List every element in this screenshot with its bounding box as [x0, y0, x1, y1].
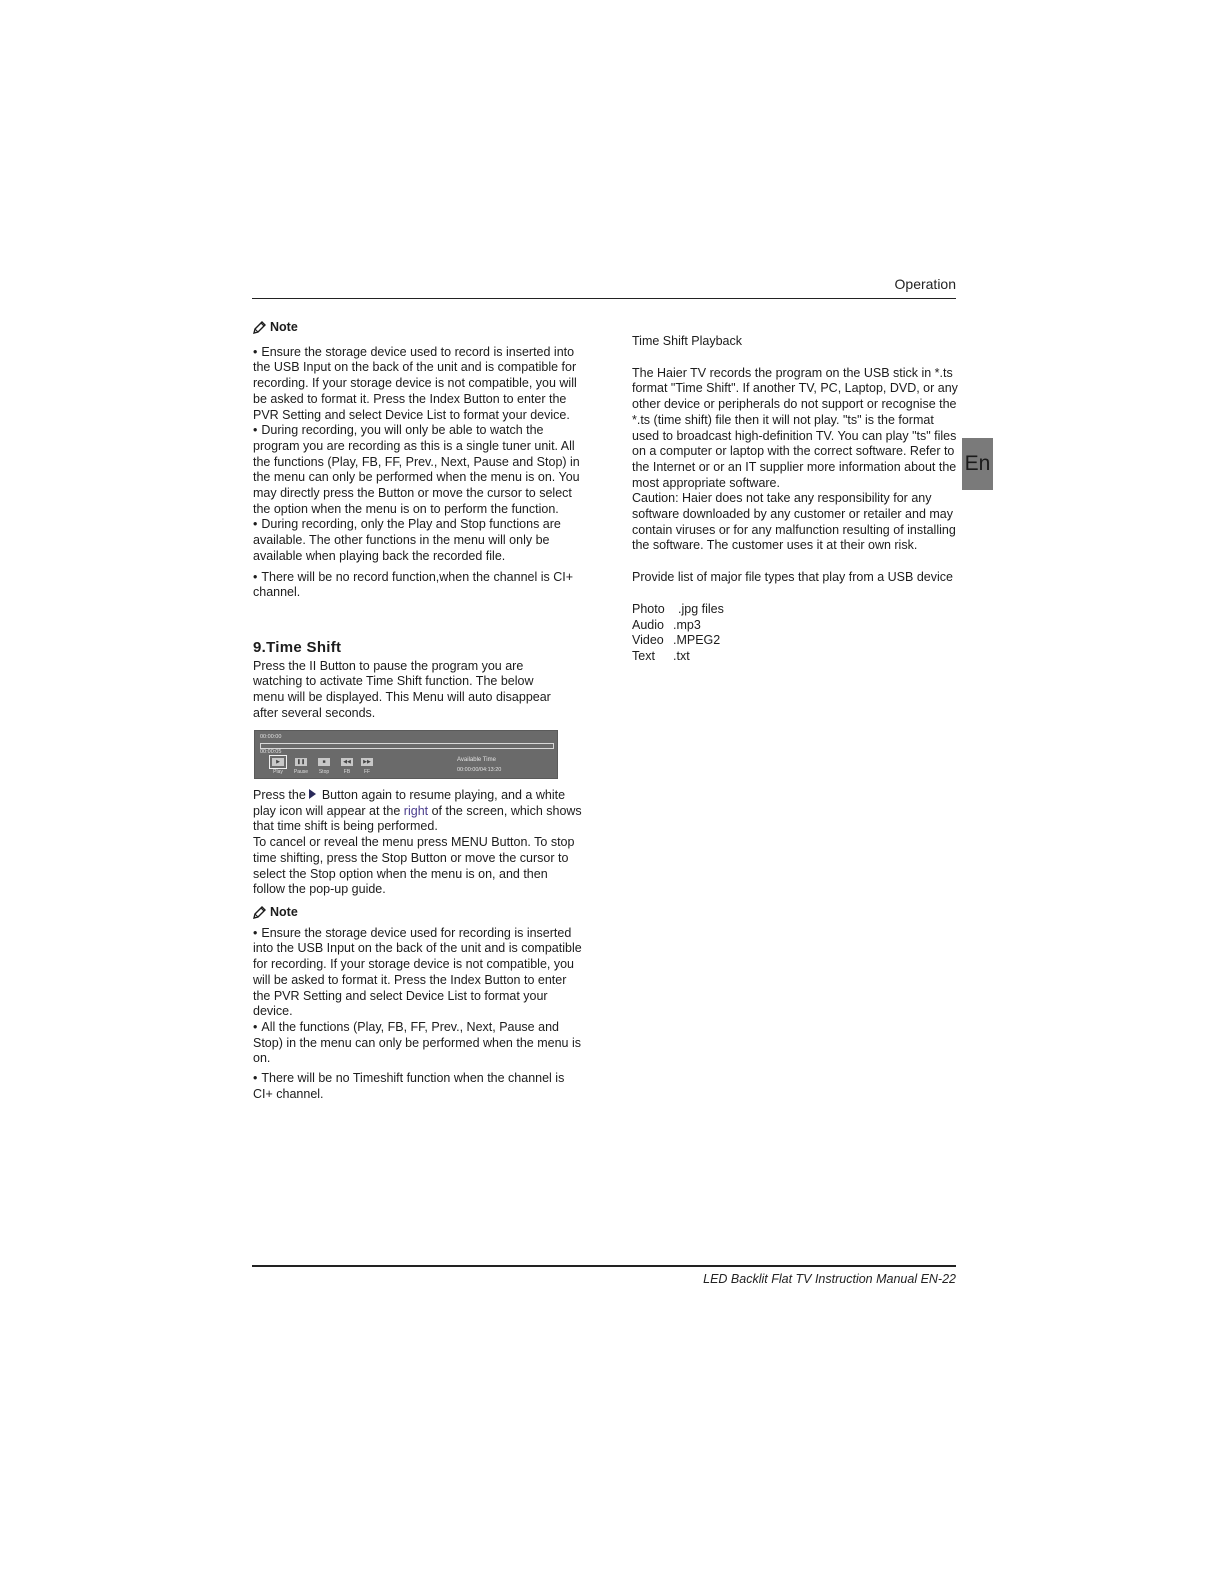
file-type-list [632, 602, 967, 665]
note-item: • All the functions (Play, FB, FF, Prev., Next, Pause and Stop) in the menu can only be performed when the menu is on. [253, 1020, 583, 1067]
header-title: Operation [894, 276, 956, 292]
note-label: Note [270, 905, 298, 919]
note-label: Note [270, 320, 298, 334]
file-type-ext: .mp3 [673, 617, 701, 632]
resume-text-end: of the screen, which shows that time shift is being performed. [253, 803, 582, 834]
button-label: Pause [293, 769, 309, 775]
available-time-label: Available Time [457, 757, 496, 763]
note-heading [253, 905, 583, 921]
note-item: • Ensure the storage device used to record is inserted into the USB Input on the back of the unit and is compatible for recording. If your storage device is not compatible, you will be asked to format it. Press the Index Button to enter the PVR Setting and select Device List to format your device. [253, 345, 590, 424]
file-type-row [632, 602, 967, 618]
note-block-1 [253, 320, 590, 601]
resume-paragraph [253, 788, 583, 835]
button-label: Stop [318, 769, 330, 775]
resume-block [253, 788, 583, 898]
note-item: • There will be no record function,when the channel is CI+ channel. [253, 570, 590, 601]
progress-track [260, 743, 554, 749]
file-type-row [632, 618, 967, 634]
ff-button[interactable] [361, 758, 373, 766]
note-item: • There will be no Timeshift function when the channel is CI+ channel. [253, 1071, 583, 1102]
play-triangle-icon [309, 789, 316, 799]
note-item: • During recording, you will only be able to watch the program you are recording as this is a single tuner unit. All the functions (Play, FB, FF, Prev., Next, Pause and Stop) in the menu can only be performed when the menu is on. You may directly press the Button or move the cursor to select the option when the menu is on to perform the function. [253, 423, 590, 517]
pencil-icon [253, 906, 267, 919]
play-button[interactable] [272, 758, 284, 766]
pencil-icon [253, 321, 267, 334]
file-type-name: Video [632, 633, 664, 648]
header-rule [252, 298, 956, 299]
file-type-name: Text [632, 648, 655, 663]
resume-text-after: Button again to resume playing, and a white play icon will appear at the [253, 788, 566, 818]
file-types-intro: Provide list of major file types that play from a USB device [632, 570, 953, 585]
stop-button[interactable] [318, 758, 330, 766]
resume-text-before: Press the [253, 788, 306, 802]
playback-title: Time Shift Playback [632, 334, 742, 348]
cancel-paragraph: To cancel or reveal the menu press MENU Button. To stop time shifting, press the Stop Button or move the cursor to select the Stop option when the menu is on, and then follow the pop-up guide. [253, 835, 575, 897]
section-intro: Press the II Button to pause the program you are watching to activate Time Shift function. The below menu will be displayed. This Menu will auto disappear after several seconds. [253, 658, 551, 720]
play-icon: ▶ [276, 759, 280, 765]
fb-button[interactable] [341, 758, 353, 766]
file-type-name: Photo [632, 601, 665, 616]
button-label: FB [343, 769, 351, 775]
file-type-ext: .jpg files [678, 601, 724, 616]
button-label: FF [363, 769, 371, 775]
file-type-row [632, 649, 967, 665]
file-type-ext: .MPEG2 [673, 633, 721, 648]
note-block-2 [253, 905, 583, 1102]
pause-icon: ❚❚ [296, 759, 306, 765]
time-shift-section [253, 640, 568, 722]
footer-rule [252, 1265, 956, 1267]
time-top: 00:00:00 [260, 734, 282, 740]
caution-paragraph: Caution: Haier does not take any responsibility for any software downloaded by any customer or retailer and may contain viruses or for any malfunction resulting of installing the software. The customer uses it at their own risk. [632, 491, 956, 553]
section-title: 9.Time Shift [253, 639, 342, 656]
file-type-ext: .txt [673, 648, 690, 663]
note-item: • During recording, only the Play and Stop functions are available. The other functions in the menu will only be available when playing back the recorded file. [253, 517, 590, 564]
note-heading [253, 320, 590, 336]
language-tab: En [962, 438, 993, 490]
rewind-icon: ◀◀ [343, 759, 351, 765]
fast-forward-icon: ▶▶ [363, 759, 371, 765]
note-item: • Ensure the storage device used for recording is inserted into the USB Input on the back of the unit and is compatible for recording. If your storage device is not compatible, you will be asked to format it. Press the Index Button to enter the PVR Setting and select Device List to format your device. [253, 926, 583, 1020]
stop-icon: ■ [322, 759, 326, 765]
resume-accent-word: right [403, 803, 429, 818]
playback-paragraph: The Haier TV records the program on the USB stick in *.ts format "Time Shift". If another TV, PC, Laptop, DVD, or any other device or peripherals do not support or recognise the *.ts (time shift) file then it will not play. "ts" is the format used to broadcast high-definition TV. You can play "ts" files on a computer or laptop with the correct software. Refer to the Internet or or an IT supplier more information about the most appropriate software. [632, 365, 958, 490]
pause-button[interactable] [295, 758, 307, 766]
time-shift-menu [254, 730, 558, 779]
footer-text: LED Backlit Flat TV Instruction Manual EN-22 [703, 1272, 956, 1286]
right-column [632, 334, 967, 665]
button-label: Play [273, 769, 283, 775]
available-time-value: 00:00:00/04:13:20 [457, 767, 502, 773]
time-bottom: 00:00:05 [260, 749, 282, 755]
file-type-row [632, 633, 967, 649]
file-type-name: Audio [632, 617, 664, 632]
